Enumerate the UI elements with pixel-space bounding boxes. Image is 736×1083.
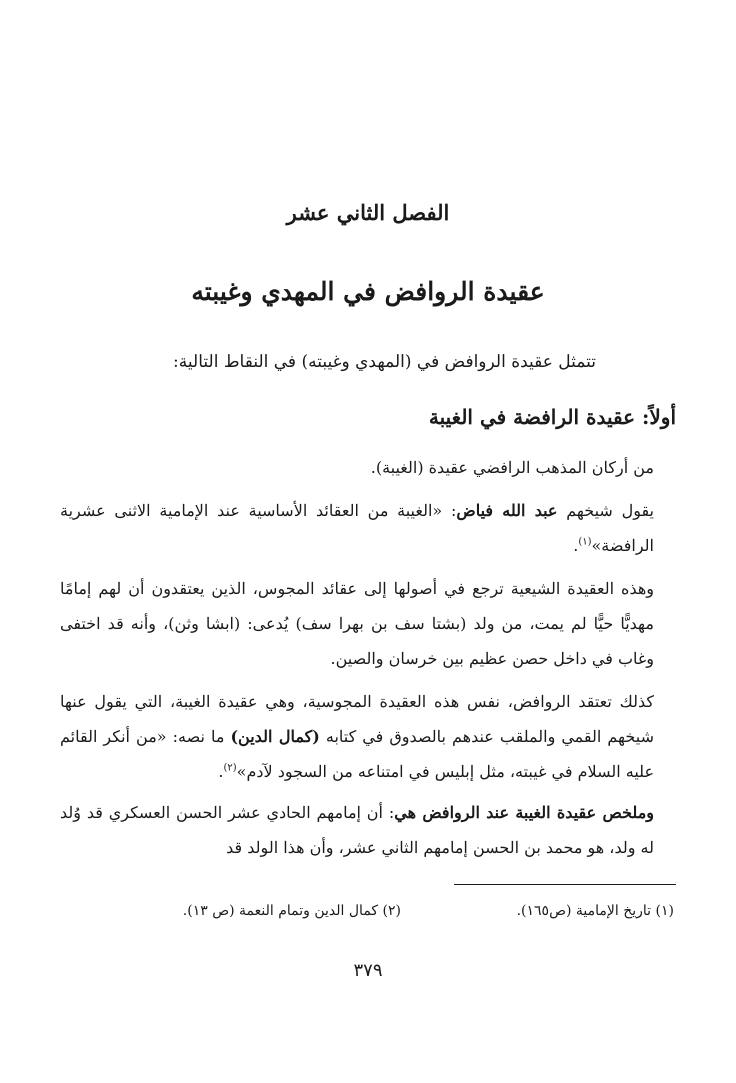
p5-bold: وملخص عقيدة الغيبة عند الروافض هي [394, 803, 654, 822]
p4-text2: ما نصه: «من أنكر القائم عليه السلام في غيبته، مثل إبليس في امتناعه من السجود لآدم» [60, 727, 654, 781]
paragraph-1: من أركان المذهب الرافضي عقيدة (الغيبة). [370, 458, 654, 477]
p4-book-title: (كمال الدين) [230, 727, 320, 746]
paragraph-2 [60, 493, 654, 563]
p2-text: : «الغيبة من العقائد الأساسية عند الإمامية الاثنى عشرية الرافضة» [60, 501, 654, 555]
footnote-1: (١) تاريخ الإمامية (ص١٦٥). [516, 903, 674, 919]
section-heading: أولاً: عقيدة الرافضة في الغيبة [428, 405, 676, 429]
footnote-ref-1[interactable]: (١) [578, 536, 592, 548]
page-number: ٣٧٩ [353, 960, 383, 981]
p4-end: . [218, 762, 224, 781]
paragraph-5 [60, 795, 654, 865]
p5-text: : أن إمامهم الحادي عشر الحسن العسكري قد وُلد له ولد، هو محمد بن الحسن إمامهم الثاني عشر، وأن هذا الولد قد [60, 803, 654, 857]
p2-end: . [573, 536, 579, 555]
p4-text: كذلك تعتقد الروافض، نفس هذه العقيدة المجوسية، وهي عقيدة الغيبة، التي يقول عنها شيخهم القمي والملقب عندهم بالصدوق في كتابه [60, 692, 654, 746]
footnote-ref-2[interactable]: (٢) [223, 762, 237, 774]
p2-prefix: يقول شيخهم [557, 501, 655, 520]
chapter-subtitle: عقيدة الروافض في المهدي وغيبته [191, 277, 545, 306]
paragraph-4 [60, 684, 654, 789]
p2-name: عبد الله فياض [456, 501, 558, 520]
intro-paragraph: تتمثل عقيدة الروافض في (المهدي وغيبته) في النقاط التالية: [173, 352, 596, 372]
footnote-divider [454, 884, 676, 885]
paragraph-3: وهذه العقيدة الشيعية ترجع في أصولها إلى عقائد المجوس، الذين يعتقدون أن لهم إمامًا مهديًّا حيًّا لم يمت، من ولد (بشتا سف بن بهرا سف) يُدعى: (ابشا وثن)، وأنه قد اختفى وغاب في داخل حصن عظيم بين خرسان والصين. [60, 579, 654, 668]
chapter-title: الفصل الثاني عشر [286, 200, 450, 225]
footnote-2: (٢) كمال الدين وتمام النعمة (ص ١٣). [182, 903, 401, 919]
